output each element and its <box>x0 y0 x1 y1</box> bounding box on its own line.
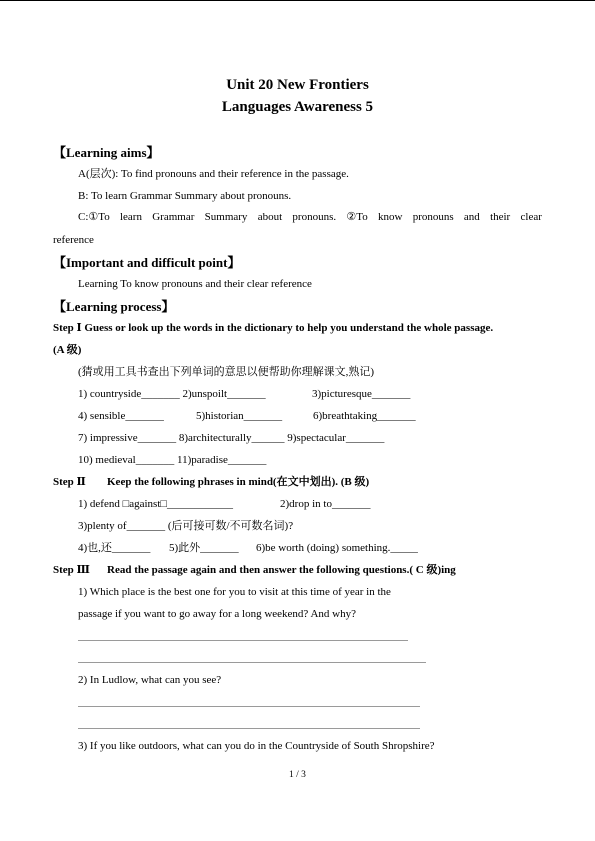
aim-a: A(层次): To find pronouns and their reference in the passage. <box>78 168 349 180</box>
answer-line <box>78 640 408 641</box>
aim-b: B: To learn Grammar Summary about pronouns. <box>78 190 292 202</box>
step3-label: Step Ⅲ <box>53 564 90 576</box>
phrase-4: 4)也,还_______ <box>78 542 151 554</box>
learning-aims-heading: 【Learning aims】 <box>53 145 160 160</box>
aim-c-word: ②To <box>346 211 368 223</box>
step1-heading: Step Ⅰ Guess or look up the words in the dictionary to help you understand the whole passage. <box>53 322 494 334</box>
step3-heading: Read the passage again and then answer the following questions.( C 级)ing <box>107 564 456 576</box>
document-subtitle: Languages Awareness 5 <box>221 99 374 115</box>
answer-line <box>78 728 420 729</box>
phrase-6: 6)be worth (doing) something._____ <box>256 542 418 554</box>
answer-line <box>78 706 420 707</box>
step1-level: (A 级) <box>53 344 82 356</box>
page-number: 1 / 3 <box>289 770 306 780</box>
aim-c-word: C:①To <box>78 211 110 223</box>
question-3: 3) If you like outdoors, what can you do in the Countryside of South Shropshire? <box>78 740 435 752</box>
aim-c-word: learn <box>119 211 142 223</box>
important-point-heading: 【Important and difficult point】 <box>53 255 241 270</box>
aim-c-word: and <box>463 211 480 223</box>
aim-c-word: Summary <box>204 211 248 223</box>
step2-label: Step Ⅱ <box>53 476 86 488</box>
important-point-text: Learning To know pronouns and their clear reference <box>78 278 312 290</box>
aim-c-word: know <box>377 211 403 223</box>
phrase-5: 5)此外_______ <box>169 542 239 554</box>
aim-c-word: Grammar <box>152 211 195 223</box>
question-1-line-1: 1) Which place is the best one for you to visit at this time of year in the <box>78 586 391 598</box>
phrase-2: 2)drop in to_______ <box>280 498 371 510</box>
document-title: Unit 20 New Frontiers <box>226 77 369 93</box>
phrase-3: 3)plenty of_______ (后可接可数/不可数名词)? <box>78 520 294 532</box>
vocab-row-3: 7) impressive_______ 8)architecturally______ 9)spectacular_______ <box>78 432 385 444</box>
vocab-row-2-a: 4) sensible_______ <box>78 410 164 422</box>
aim-c-word: clear <box>520 211 542 223</box>
vocab-row-1-a: 1) countryside_______ 2)unspoilt_______ <box>78 388 266 400</box>
vocab-row-2-c: 6)breathtaking_______ <box>313 410 416 422</box>
question-2: 2) In Ludlow, what can you see? <box>78 674 222 686</box>
phrase-1: 1) defend □against□____________ <box>78 498 234 510</box>
aim-c-word: pronouns. <box>292 211 337 223</box>
aim-c-word: their <box>490 211 511 223</box>
aim-c-line <box>78 210 542 224</box>
vocab-row-2-b: 5)historian_______ <box>196 410 283 422</box>
aim-c-word: about <box>257 211 283 223</box>
aim-c-word: pronouns <box>412 211 454 223</box>
top-border-line <box>0 0 595 1</box>
answer-line <box>78 662 426 663</box>
vocab-row-4: 10) medieval_______ 11)paradise_______ <box>78 454 267 466</box>
learning-process-heading: 【Learning process】 <box>53 299 175 314</box>
aim-c-continuation: reference <box>53 234 94 246</box>
step1-note: (猜或用工具书查出下列单词的意思以便帮助你理解课文,熟记) <box>78 366 375 378</box>
vocab-row-1-b: 3)picturesque_______ <box>312 388 411 400</box>
question-1-line-2: passage if you want to go away for a long weekend? And why? <box>78 608 356 620</box>
step2-heading: Keep the following phrases in mind(在文中划出). (B 级) <box>107 476 370 488</box>
